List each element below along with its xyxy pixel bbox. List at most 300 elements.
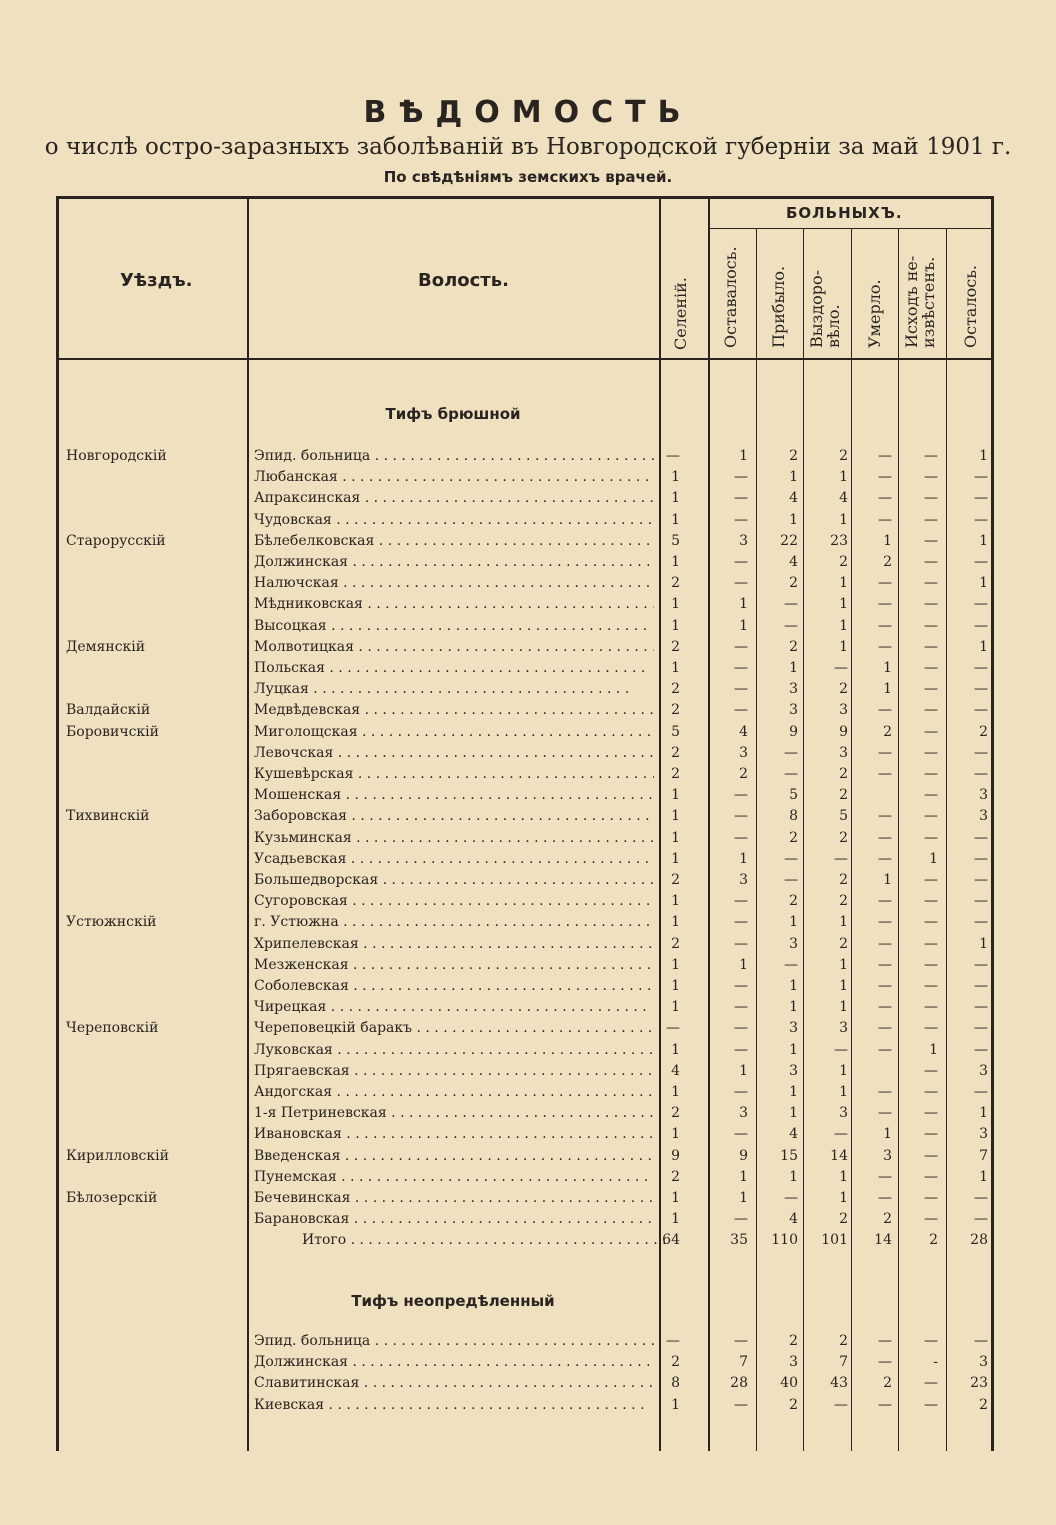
seleniy-cell: —	[666, 1333, 680, 1349]
ostalos-cell: —	[974, 766, 988, 782]
ostalos-cell: —	[974, 1084, 988, 1100]
umerlo-cell: 14	[874, 1232, 892, 1249]
ostalos-cell: —	[974, 829, 988, 846]
table-row	[0, 1169, 1056, 1190]
vyzdorovelo-cell: 1	[839, 1062, 848, 1079]
iskhod-cell: —	[924, 554, 938, 570]
ostavalos-cell: 4	[739, 723, 748, 740]
seleniy-cell: 1	[671, 1190, 680, 1206]
header-uezd: Уѣздъ.	[120, 270, 193, 291]
pribylo-cell: 1	[789, 978, 798, 994]
seleniy-cell: 1	[671, 787, 680, 804]
ostavalos-cell: —	[734, 1126, 748, 1143]
vyzdorovelo-cell: 1	[839, 1084, 848, 1100]
table-row	[0, 766, 1056, 787]
ostavalos-cell: —	[734, 808, 748, 825]
ostavalos-cell: 1	[739, 448, 748, 464]
header-seleniy: Селеній.	[671, 277, 690, 350]
volost-cell: Бечевинская . . .	[254, 1190, 654, 1206]
section-title: Тифъ брюшной	[385, 405, 521, 423]
header-vyzdorovelo: Выздоро-вѣло.	[807, 270, 843, 348]
table-row	[0, 1042, 1056, 1063]
table-row	[0, 618, 1056, 639]
vyzdorovelo-cell: 1	[839, 617, 848, 634]
pribylo-cell: 1	[789, 1041, 798, 1058]
uezd-cell: Демянскій	[66, 638, 146, 655]
umerlo-cell: —	[878, 490, 892, 507]
pribylo-cell: 3	[789, 702, 798, 719]
pribylo-cell: 1	[789, 914, 798, 931]
ostavalos-cell: 3	[739, 744, 748, 761]
seleniy-cell: 1	[671, 1084, 680, 1100]
ostavalos-cell: —	[734, 893, 748, 910]
total-label: Итого . . .	[302, 1232, 702, 1248]
ostalos-cell: —	[974, 1041, 988, 1058]
iskhod-cell: —	[924, 1211, 938, 1228]
ostavalos-cell: —	[734, 575, 748, 592]
header-bolnykh: БОЛЬНЫХЪ.	[786, 204, 903, 222]
ostalos-cell: —	[974, 469, 988, 486]
iskhod-cell: —	[924, 872, 938, 888]
seleniy-cell: 1	[671, 1041, 680, 1058]
header-ostalos: Осталось.	[961, 264, 980, 348]
iskhod-cell: —	[924, 1190, 938, 1206]
volost-cell: Мѣдниковская . . .	[254, 596, 654, 612]
table-row	[0, 1375, 1056, 1396]
seleniy-cell: 1	[671, 469, 680, 486]
iskhod-cell: —	[924, 490, 938, 507]
table-row	[0, 872, 1056, 893]
ostalos-cell: 3	[979, 808, 988, 825]
ostalos-cell: 2	[979, 1396, 988, 1413]
vyzdorovelo-cell: 5	[839, 808, 848, 825]
ostalos-cell: 1	[979, 532, 988, 549]
ostalos-cell: —	[974, 617, 988, 634]
iskhod-cell: —	[924, 808, 938, 825]
pribylo-cell: 22	[780, 532, 798, 549]
vyzdorovelo-cell: 14	[830, 1147, 848, 1164]
ostavalos-cell: —	[734, 1211, 748, 1228]
volost-cell: Заборовская . . .	[254, 808, 654, 824]
pribylo-cell: 1	[789, 511, 798, 528]
umerlo-cell: —	[878, 893, 892, 910]
iskhod-cell: —	[924, 935, 938, 952]
uezd-cell: Боровичскій	[66, 723, 159, 740]
ostalos-cell: —	[974, 702, 988, 719]
vyzdorovelo-cell: 1	[839, 1190, 848, 1206]
ostalos-cell: —	[974, 1190, 988, 1206]
volost-cell: Введенская . . .	[254, 1148, 654, 1164]
seleniy-cell: 2	[671, 575, 680, 592]
table-row	[0, 893, 1056, 914]
seleniy-cell: 1	[671, 490, 680, 507]
umerlo-cell: 2	[883, 554, 892, 570]
seleniy-cell: 5	[671, 723, 680, 740]
umerlo-cell: —	[878, 744, 892, 761]
iskhod-cell: —	[924, 1333, 938, 1349]
seleniy-cell: 1	[671, 956, 680, 973]
vyzdorovelo-cell: 2	[839, 554, 848, 570]
umerlo-cell: —	[878, 1020, 892, 1037]
ostavalos-cell: 28	[730, 1375, 748, 1392]
iskhod-cell: 1	[929, 1041, 938, 1058]
ostalos-cell: 1	[979, 638, 988, 655]
vyzdorovelo-cell: 101	[821, 1232, 848, 1249]
bolnykh-rule	[710, 228, 992, 229]
vyzdorovelo-cell: 9	[839, 723, 848, 740]
pribylo-cell: 4	[789, 1211, 798, 1228]
volost-cell: Чудовская . . .	[254, 512, 654, 528]
umerlo-cell: 1	[883, 681, 892, 698]
pribylo-cell: 4	[789, 1126, 798, 1143]
seleniy-cell: 2	[671, 744, 680, 761]
vyzdorovelo-cell: 2	[839, 787, 848, 804]
seleniy-cell: —	[666, 448, 680, 464]
vyzdorovelo-cell: 2	[839, 681, 848, 698]
table-row	[0, 512, 1056, 533]
iskhod-cell: —	[924, 681, 938, 698]
seleniy-cell: 1	[671, 660, 680, 676]
pribylo-cell: 1	[789, 999, 798, 1016]
pribylo-cell: 1	[789, 660, 798, 676]
umerlo-cell: 2	[883, 723, 892, 740]
vyzdorovelo-cell: 1	[839, 575, 848, 592]
seleniy-cell: 1	[671, 554, 680, 570]
vyzdorovelo-cell: 1	[839, 956, 848, 973]
volost-cell: Левочская . . .	[254, 745, 654, 761]
document-subtitle: о числѣ остро-заразныхъ заболѣваній въ Новгородской губерніи за май 1901 г.	[44, 134, 1012, 160]
iskhod-cell: —	[924, 596, 938, 613]
header-umerlo: Умерло.	[865, 279, 884, 348]
pribylo-cell: 15	[780, 1147, 798, 1164]
vyzdorovelo-cell: 1	[839, 596, 848, 613]
umerlo-cell: —	[878, 702, 892, 719]
ostavalos-cell: 1	[739, 617, 748, 634]
umerlo-cell: —	[878, 596, 892, 613]
umerlo-cell: —	[878, 766, 892, 782]
ostavalos-cell: —	[734, 511, 748, 528]
iskhod-cell: —	[924, 1062, 938, 1079]
iskhod-cell: 2	[929, 1232, 938, 1249]
table-row	[0, 1020, 1056, 1041]
header-volost: Волость.	[418, 270, 509, 291]
vyzdorovelo-cell: 23	[830, 532, 848, 549]
ostavalos-cell: 3	[739, 532, 748, 549]
vyzdorovelo-cell: 2	[839, 893, 848, 910]
pribylo-cell: 2	[789, 638, 798, 655]
vyzdorovelo-cell: 1	[839, 914, 848, 931]
vyzdorovelo-cell: —	[834, 1126, 848, 1143]
umerlo-cell: 1	[883, 660, 892, 676]
ostavalos-cell: 1	[739, 1190, 748, 1206]
pribylo-cell: 3	[789, 681, 798, 698]
umerlo-cell: 1	[883, 532, 892, 549]
pribylo-cell: 3	[789, 1354, 798, 1371]
iskhod-cell: —	[924, 744, 938, 761]
table-row	[0, 1354, 1056, 1375]
iskhod-cell: —	[924, 978, 938, 994]
ostavalos-cell: 9	[739, 1147, 748, 1164]
volost-cell: Кушевѣрская . . .	[254, 766, 654, 782]
vyzdorovelo-cell: 2	[839, 448, 848, 464]
ostalos-cell: —	[974, 660, 988, 676]
pribylo-cell: —	[784, 617, 798, 634]
header-bottom-rule	[59, 358, 991, 360]
pribylo-cell: 2	[789, 448, 798, 464]
ostalos-cell: 3	[979, 787, 988, 804]
iskhod-cell: —	[924, 829, 938, 846]
iskhod-cell: —	[924, 617, 938, 634]
table-row	[0, 660, 1056, 681]
ostalos-cell: 28	[970, 1232, 988, 1249]
volost-cell: Высоцкая . . .	[254, 618, 654, 634]
seleniy-cell: 2	[671, 638, 680, 655]
ostavalos-cell: —	[734, 914, 748, 931]
table-row	[0, 575, 1056, 596]
pribylo-cell: 1	[789, 469, 798, 486]
table-row	[0, 533, 1056, 554]
volost-cell: Молвотицкая . . .	[254, 639, 654, 655]
volost-cell: Кузьминская . . .	[254, 830, 654, 846]
pribylo-cell: 4	[789, 490, 798, 507]
header-ostavalos: Оставалось.	[721, 246, 740, 348]
seleniy-cell: 1	[671, 511, 680, 528]
iskhod-cell: —	[924, 999, 938, 1016]
seleniy-cell: 2	[671, 872, 680, 888]
seleniy-cell: 2	[671, 681, 680, 698]
table-row	[0, 914, 1056, 935]
seleniy-cell: 2	[671, 935, 680, 952]
umerlo-cell: —	[878, 1041, 892, 1058]
iskhod-cell: —	[924, 532, 938, 549]
ostavalos-cell: —	[734, 638, 748, 655]
ostavalos-cell: —	[734, 554, 748, 570]
iskhod-cell: —	[924, 1020, 938, 1037]
ostalos-cell: 3	[979, 1062, 988, 1079]
uezd-cell: Старорусскій	[66, 532, 166, 549]
vyzdorovelo-cell: 1	[839, 999, 848, 1016]
volost-cell: Пунемская . . .	[254, 1169, 654, 1185]
table-row	[0, 639, 1056, 660]
volost-cell: Должинская . . .	[254, 554, 654, 570]
iskhod-cell: —	[924, 511, 938, 528]
table-row	[0, 978, 1056, 999]
iskhod-cell: —	[924, 1396, 938, 1413]
volost-cell: Миголощская . . .	[254, 724, 654, 740]
table-row	[0, 808, 1056, 829]
volost-cell: Усадьевская . . .	[254, 851, 654, 867]
ostalos-cell: 7	[979, 1147, 988, 1164]
ostavalos-cell: —	[734, 681, 748, 698]
table-row	[0, 957, 1056, 978]
header-pribylo: Прибыло.	[769, 265, 788, 348]
uezd-cell: Новгородскій	[66, 448, 167, 464]
umerlo-cell: —	[878, 829, 892, 846]
table-row	[0, 490, 1056, 511]
umerlo-cell: —	[878, 617, 892, 634]
umerlo-cell: —	[878, 1190, 892, 1206]
ostalos-cell: 3	[979, 1126, 988, 1143]
vyzdorovelo-cell: —	[834, 1396, 848, 1413]
uezd-cell: Устюжнскій	[66, 914, 157, 931]
vyzdorovelo-cell: 2	[839, 872, 848, 888]
umerlo-cell: —	[878, 1105, 892, 1122]
volost-cell: Прягаевская . . .	[254, 1063, 654, 1079]
volost-cell: Должинская . . .	[254, 1354, 654, 1370]
table-row	[0, 724, 1056, 745]
ostavalos-cell: —	[734, 1041, 748, 1058]
seleniy-cell: 1	[671, 617, 680, 634]
document-title: ВѢДОМОСТЬ	[363, 95, 693, 130]
umerlo-cell: 1	[883, 872, 892, 888]
volost-cell: Славитинская . . .	[254, 1375, 654, 1391]
pribylo-cell: 2	[789, 1396, 798, 1413]
table-row	[0, 1211, 1056, 1232]
ostavalos-cell: —	[734, 1020, 748, 1037]
ostalos-cell: 1	[979, 575, 988, 592]
volost-cell: Соболевская . . .	[254, 978, 654, 994]
ostavalos-cell: —	[734, 1396, 748, 1413]
volost-cell: Чирецкая . . .	[254, 999, 654, 1015]
pribylo-cell: 2	[789, 829, 798, 846]
seleniy-cell: 1	[671, 914, 680, 931]
vyzdorovelo-cell: 2	[839, 829, 848, 846]
volost-cell: Апраксинская . . .	[254, 490, 654, 506]
ostalos-cell: 2	[979, 723, 988, 740]
vyzdorovelo-cell: —	[834, 1041, 848, 1058]
pribylo-cell: 2	[789, 893, 798, 910]
vyzdorovelo-cell: 43	[830, 1375, 848, 1392]
ostalos-cell: —	[974, 978, 988, 994]
volost-cell: 1-я Петриневская . . .	[254, 1105, 654, 1121]
volost-cell: Хрипелевская . . .	[254, 936, 654, 952]
iskhod-cell: -	[933, 1354, 938, 1371]
umerlo-cell: —	[878, 1333, 892, 1349]
table-row	[0, 554, 1056, 575]
ostalos-cell: 1	[979, 935, 988, 952]
seleniy-cell: 2	[671, 1168, 680, 1185]
pribylo-cell: —	[784, 872, 798, 888]
seleniy-cell: 4	[671, 1062, 680, 1079]
table-row	[0, 787, 1056, 808]
volost-cell: Бѣлебелковская . . .	[254, 533, 654, 549]
volost-cell: Череповецкій баракъ . . .	[254, 1020, 654, 1036]
volost-cell: Налючская . . .	[254, 575, 654, 591]
table-row	[0, 999, 1056, 1020]
umerlo-cell: —	[878, 638, 892, 655]
table-row	[0, 1063, 1056, 1084]
umerlo-cell: —	[878, 575, 892, 592]
iskhod-cell: —	[924, 723, 938, 740]
vyzdorovelo-cell: 2	[839, 1211, 848, 1228]
pribylo-cell: 1	[789, 1084, 798, 1100]
vyzdorovelo-cell: 1	[839, 469, 848, 486]
seleniy-cell: 1	[671, 1211, 680, 1228]
seleniy-cell: 1	[671, 829, 680, 846]
iskhod-cell: —	[924, 469, 938, 486]
iskhod-cell: —	[924, 1375, 938, 1392]
seleniy-cell: 2	[671, 1105, 680, 1122]
iskhod-cell: —	[924, 956, 938, 973]
vyzdorovelo-cell: 3	[839, 744, 848, 761]
ostavalos-cell: 35	[730, 1232, 748, 1249]
seleniy-cell: 64	[662, 1232, 680, 1249]
pribylo-cell: 110	[771, 1232, 798, 1249]
ostavalos-cell: 3	[739, 1105, 748, 1122]
vyzdorovelo-cell: 1	[839, 978, 848, 994]
umerlo-cell: 2	[883, 1211, 892, 1228]
pribylo-cell: —	[784, 956, 798, 973]
ostavalos-cell: 1	[739, 1062, 748, 1079]
umerlo-cell: —	[878, 448, 892, 464]
seleniy-cell: 2	[671, 766, 680, 782]
volost-cell: Барановская . . .	[254, 1211, 654, 1227]
vyzdorovelo-cell: 3	[839, 1105, 848, 1122]
umerlo-cell: —	[878, 978, 892, 994]
total-row	[0, 1232, 1056, 1253]
document-source-note: По свѣдѣніямъ земскихъ врачей.	[383, 168, 673, 186]
table-row	[0, 936, 1056, 957]
umerlo-cell: 1	[883, 1126, 892, 1143]
pribylo-cell: 2	[789, 1333, 798, 1349]
ostavalos-cell: —	[734, 490, 748, 507]
vyzdorovelo-cell: 1	[839, 511, 848, 528]
iskhod-cell: —	[924, 575, 938, 592]
pribylo-cell: 3	[789, 1062, 798, 1079]
ostavalos-cell: —	[734, 787, 748, 804]
table-row	[0, 469, 1056, 490]
vyzdorovelo-cell: 2	[839, 1333, 848, 1349]
seleniy-cell: 5	[671, 532, 680, 549]
pribylo-cell: 3	[789, 935, 798, 952]
seleniy-cell: 2	[671, 1354, 680, 1371]
uezd-cell: Кирилловскій	[66, 1147, 169, 1164]
seleniy-cell: 1	[671, 1126, 680, 1143]
volost-cell: Медвѣдевская . . .	[254, 702, 654, 718]
iskhod-cell: —	[924, 1105, 938, 1122]
volost-cell: Эпид. больница . . .	[254, 448, 654, 464]
iskhod-cell: —	[924, 1147, 938, 1164]
pribylo-cell: 5	[789, 787, 798, 804]
table-row	[0, 681, 1056, 702]
iskhod-cell: —	[924, 1084, 938, 1100]
vyzdorovelo-cell: 2	[839, 766, 848, 782]
ostalos-cell: —	[974, 872, 988, 888]
ostalos-cell: —	[974, 999, 988, 1016]
vyzdorovelo-cell: —	[834, 660, 848, 676]
seleniy-cell: 1	[671, 1396, 680, 1413]
ostavalos-cell: 7	[739, 1354, 748, 1371]
umerlo-cell: —	[878, 1354, 892, 1371]
umerlo-cell: —	[878, 914, 892, 931]
ostavalos-cell: 1	[739, 596, 748, 613]
ostalos-cell: —	[974, 490, 988, 507]
iskhod-cell: —	[924, 787, 938, 804]
iskhod-cell: —	[924, 448, 938, 464]
ostavalos-cell: —	[734, 829, 748, 846]
ostalos-cell: —	[974, 1333, 988, 1349]
vyzdorovelo-cell: —	[834, 850, 848, 867]
table-row	[0, 448, 1056, 469]
pribylo-cell: 3	[789, 1020, 798, 1037]
volost-cell: Мошенская . . .	[254, 787, 654, 803]
iskhod-cell: —	[924, 1126, 938, 1143]
ostalos-cell: —	[974, 850, 988, 867]
vyzdorovelo-cell: 2	[839, 935, 848, 952]
table-row	[0, 1148, 1056, 1169]
table-row	[0, 830, 1056, 851]
uezd-cell: Валдайскій	[66, 702, 151, 719]
